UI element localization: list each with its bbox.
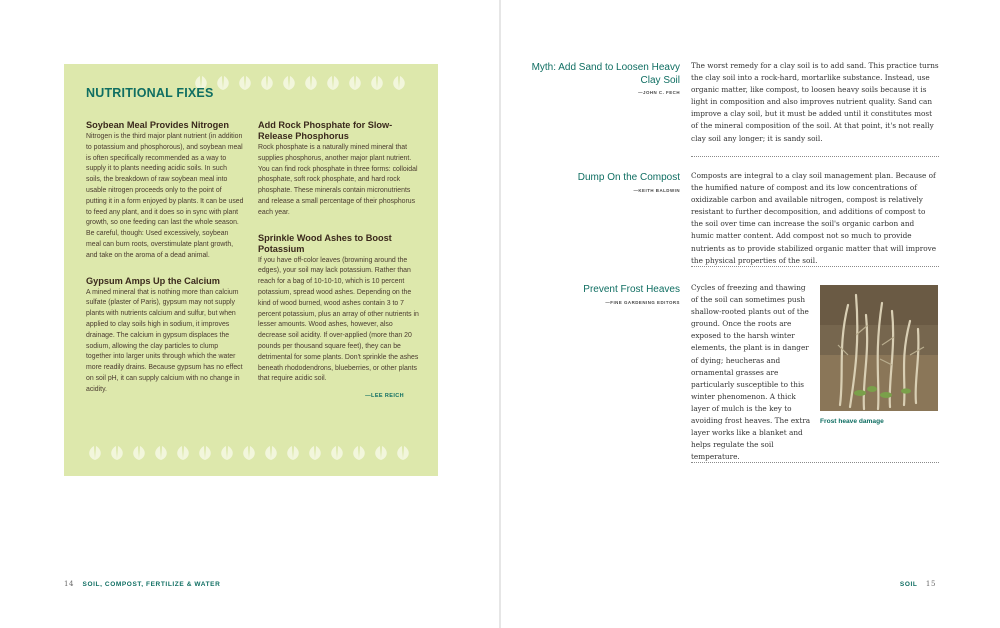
leaf-icon (258, 74, 276, 92)
leaf-icon (130, 444, 148, 462)
entry-credit: —KEITH BALDWIN (633, 187, 680, 193)
entry-header (530, 62, 680, 95)
leaf-icon (214, 74, 232, 92)
sidebar-paragraph: Nitrogen is the third major plant nutrient (in addition to potassium and phosphorous), and soybean meal is often specifically recommended as a way to supply it to plants needing acidic soils. In such soils, the breakdown of raw soybean meal into usable nitrogen proceeds only to the point of putting it in a form enjoyed by plants. It can be used to feed any plant, and it does so in sync with plant growth, so one feeding can last the whole season. Be careful, though: Used excessively, soybean meal can burn roots, overstimulate plant growth, and take on the aroma of a dead animal. (86, 133, 244, 259)
sidebar-heading: Add Rock Phosphate for Slow-Release Phosphorus (258, 120, 393, 141)
leaf-icon (174, 444, 192, 462)
sidebar-paragraph: A mined mineral that is nothing more than calcium sulfate (plaster of Paris), gypsum may not supply plants with nutrients calcium and sulfur, but when applied to clay soils high in sodium, it improves drainage. The calcium in gypsum displaces the sodium, allowing the clay particles to clump together into larger units through which the water more readily drains. Because gypsum has no effect on soil pH, it can supply calcium with no change in acidity. (86, 288, 243, 393)
leaf-icon (394, 444, 412, 462)
sidebar-paragraph: Rock phosphate is a naturally mined mineral that supplies phosphorus, another major plant nutrient. You can find rock phosphate in three forms: colloidal phosphate, soft rock phosphate, and hard rock phosphate. These minerals contain micronutrients and release a small percentage of their phosphorus each year. (258, 144, 418, 216)
dotted-divider (691, 156, 939, 157)
leaf-icon (302, 74, 320, 92)
photo-caption: Frost heave damage (820, 418, 884, 425)
sidebar-credit: —LEE REICH (365, 393, 404, 400)
leaf-icon (218, 444, 236, 462)
entry-title: Dump On the Compost (577, 172, 680, 183)
leaf-icon (240, 444, 258, 462)
leaf-icon (196, 444, 214, 462)
folio (64, 580, 220, 588)
leaf-icon (108, 444, 126, 462)
sidebar-heading: Soybean Meal Provides Nitrogen (86, 120, 229, 130)
right-page (501, 0, 1000, 628)
entry-header (530, 172, 680, 193)
leaf-icon (284, 444, 302, 462)
leaf-icon (152, 444, 170, 462)
nutritional-fixes-sidebar (64, 64, 438, 476)
leaf-icon (328, 444, 346, 462)
running-head: SOIL, COMPOST, FERTILIZE & WATER (82, 581, 221, 588)
entry-body: Composts are integral to a clay soil management plan. Because of the humified nature of compost and its low concentrations of oxidizable carbon and available nitrogen, compost is relatively resistant to further decomposition, and additions of compost to the soil over time can increase the soil's organic carbon and humic matter content. Add compost not so much to provide nutrients as to provide stabilized organic matter that will improve the physical properties of the soil. (691, 171, 937, 265)
sidebar-column-2 (258, 120, 422, 399)
entry-body: The worst remedy for a clay soil is to add sand. This practice turns the clay soil into a rock-hard, mortarlike substance. Instead, use organic matter, like compost, to loosen heavy soils because it is light in composition and also improves nutrient quality. Sand can improve a clay soil, but it must be added until it constitutes most of the mineral composition of the soil. At that point, it's not really clay soil any longer; it is sandy soil. (691, 61, 939, 143)
leaf-icon (324, 74, 342, 92)
leaf-icon (280, 74, 298, 92)
page-number: 14 (64, 580, 75, 588)
leaf-icon (86, 444, 104, 462)
leaf-icon (306, 444, 324, 462)
leaf-border-bottom (86, 444, 412, 464)
dotted-divider (691, 462, 939, 463)
sidebar-paragraph: If you have off-color leaves (browning around the edges), your soil may lack potassium. Rather than reach for a bag of 10-10-10, which is 10 percent potassium, spread wood ashes. Depending on the kind of wood burned, wood ashes contain 3 to 7 percent potassium, plus an array of other nutrients in lesser amounts. Wood ashes, however, also decrease soil acidity. If over-applied (more than 20 pounds per thousand square feet), they can be detrimental for some plants. Don't sprinkle the ashes beneath rhododendrons, blueberries, or other plants that require acidic soil. (258, 256, 419, 383)
leaf-icon (346, 74, 364, 92)
leaf-border-top (192, 74, 408, 94)
leaf-icon (350, 444, 368, 462)
frost-heave-photo (820, 285, 938, 411)
leaf-icon (390, 74, 408, 92)
entry-title: Myth: Add Sand to Loosen Heavy Clay Soil (531, 62, 680, 86)
running-head: SOIL (899, 581, 918, 588)
entry-header (530, 284, 680, 305)
page-number: 15 (925, 580, 936, 588)
sidebar-title: NUTRITIONAL FIXES (86, 86, 214, 100)
sidebar-heading: Sprinkle Wood Ashes to Boost Potassium (258, 232, 392, 254)
entry-credit: —FINE GARDENING EDITORS (605, 299, 680, 305)
frost-heave-image (820, 285, 938, 411)
sidebar-column-1 (86, 120, 244, 410)
leaf-icon (262, 444, 280, 462)
leaf-icon (236, 74, 254, 92)
entry-body: Cycles of freezing and thawing of the soil can sometimes push shallow-rooted plants out of the ground. Once the roots are exposed to the harsh winter elements, the plant is in danger of dying; heucheras and ornamental grasses are particularly susceptible to this winter phenomenon. A thick layer of mulch is the key to avoiding frost heaves. The extra layer works like a blanket and helps regulate the soil temperature. (691, 283, 811, 462)
dotted-divider (691, 266, 939, 267)
leaf-icon (372, 444, 390, 462)
entry-credit: —JOHN C. FECH (638, 90, 680, 95)
left-page (0, 0, 499, 628)
folio (900, 580, 936, 588)
entry-title: Prevent Frost Heaves (583, 284, 680, 295)
sidebar-heading: Gypsum Amps Up the Calcium (86, 275, 220, 286)
leaf-icon (368, 74, 386, 92)
